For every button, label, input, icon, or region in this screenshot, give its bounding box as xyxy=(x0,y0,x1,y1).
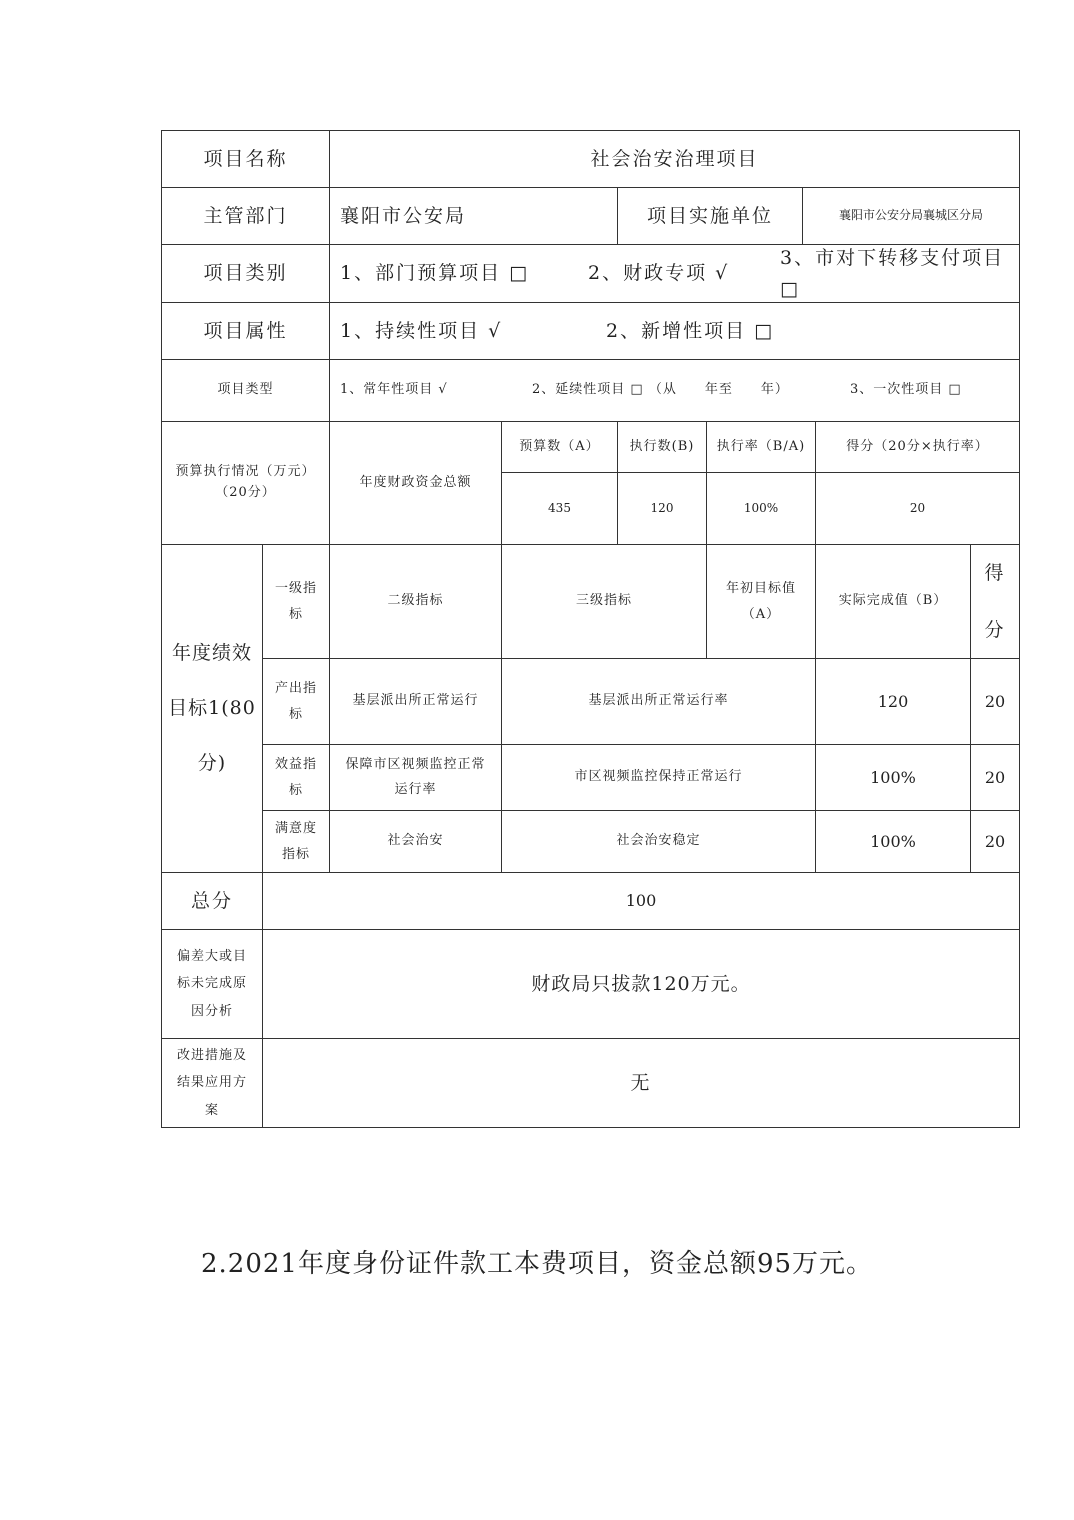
category-option-3: 3、市对下转移支付项目 □ xyxy=(780,247,1005,300)
budget-label: 预算执行情况（万元） （20分） xyxy=(175,464,316,500)
deviation-value: 财政局只拔款120万元。 xyxy=(531,972,751,995)
type-option-1: 1、常年性项目 √ xyxy=(340,382,448,398)
improvement-value: 无 xyxy=(630,1071,652,1094)
budget-header-b: 执行数(B) xyxy=(629,438,695,454)
perf-row-level3: 社会治安稳定 xyxy=(616,833,701,849)
budget-header-score: 得分（20分×执行率） xyxy=(846,438,989,454)
section-heading: 2.2021年度身份证件款工本费项目，资金总额95万元。 xyxy=(200,1249,874,1279)
type-option-2: 2、延续性项目 □ （从 年至 年） xyxy=(532,382,789,398)
rule xyxy=(1019,130,1020,1128)
perf-row-actual: 100% xyxy=(870,831,916,851)
perf-row-score: 20 xyxy=(984,831,1006,851)
perf-row-score: 20 xyxy=(984,691,1006,711)
perf-row-level1: 产出指 标 xyxy=(274,680,317,722)
perf-row-level2: 社会治安 xyxy=(387,833,444,849)
perf-row-level2: 基层派出所正常运行 xyxy=(352,693,479,709)
project-name-label: 项目名称 xyxy=(203,147,288,170)
performance-goal-label: 年度绩效 目标1(80 分) xyxy=(168,641,256,775)
budget-value-score: 20 xyxy=(909,500,926,515)
perf-header-level3: 三级指标 xyxy=(575,593,632,609)
dept-label: 主管部门 xyxy=(203,204,288,227)
perf-row-level1: 效益指 标 xyxy=(274,756,317,798)
project-name-value: 社会治安治理项目 xyxy=(590,147,759,170)
perf-row-level3: 市区视频监控保持正常运行 xyxy=(574,769,743,785)
perf-row-actual: 100% xyxy=(870,767,916,787)
budget-header-a: 预算数（A） xyxy=(519,438,600,454)
perf-row-level2: 保障市区视频监控正常 运行率 xyxy=(345,756,486,797)
category-option-2: 2、财政专项 √ xyxy=(588,262,730,285)
attribute-label: 项目属性 xyxy=(203,319,288,342)
type-label: 项目类型 xyxy=(217,382,274,398)
perf-row-score: 20 xyxy=(984,767,1006,787)
impl-unit-value: 襄阳市公安分局襄城区分局 xyxy=(838,208,983,223)
total-value: 100 xyxy=(625,891,657,911)
perf-row-level3: 基层派出所正常运行率 xyxy=(588,693,729,709)
perf-header-target: 年初目标值 （A） xyxy=(725,580,796,622)
improvement-label: 改进措施及 结果应用方 案 xyxy=(176,1048,247,1118)
annual-fund-label: 年度财政资金总额 xyxy=(359,474,472,490)
category-option-1: 1、部门预算项目 □ xyxy=(340,262,530,285)
perf-row-level1: 满意度 指标 xyxy=(274,820,317,862)
perf-header-level2: 二级指标 xyxy=(387,593,444,609)
perf-header-actual: 实际完成值（B） xyxy=(838,593,948,609)
attribute-option-2: 2、新增性项目 □ xyxy=(606,319,775,342)
budget-value-rate: 100% xyxy=(743,500,779,515)
total-label: 总分 xyxy=(190,889,233,912)
attribute-option-1: 1、持续性项目 √ xyxy=(340,319,503,342)
impl-unit-label: 项目实施单位 xyxy=(646,204,773,227)
type-option-3: 3、一次性项目 □ xyxy=(850,382,962,398)
perf-row-actual: 120 xyxy=(877,691,909,711)
rule xyxy=(161,1127,1020,1128)
category-label: 项目类别 xyxy=(203,262,288,285)
budget-value-b: 120 xyxy=(650,500,674,515)
budget-value-a: 435 xyxy=(548,500,571,515)
dept-value: 襄阳市公安局 xyxy=(340,204,467,227)
budget-header-rate: 执行率（B/A) xyxy=(716,438,806,454)
deviation-label: 偏差大或目 标未完成原 因分析 xyxy=(176,949,247,1019)
perf-header-level1: 一级指 标 xyxy=(274,580,317,622)
perf-header-score: 得 分 xyxy=(984,561,1006,641)
